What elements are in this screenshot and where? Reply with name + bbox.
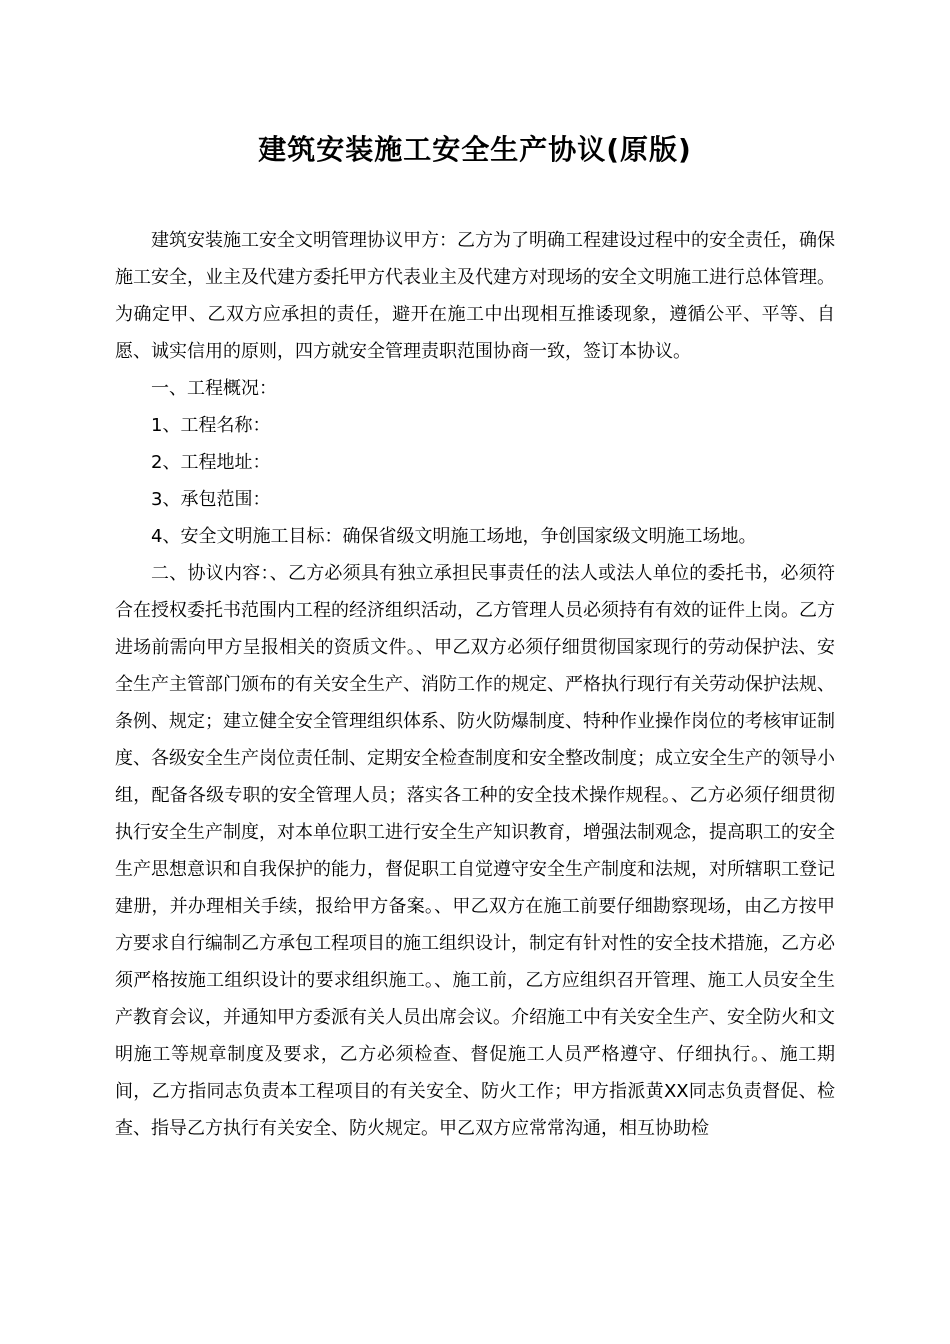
contract-scope-item: 3、承包范围： [151, 489, 271, 510]
document-title: 建筑安装施工安全生产协议(原版) [258, 133, 692, 166]
safety-goal-item: 4、安全文明施工目标：确保省级文明施工场地，争创国家级文明施工场地。 [151, 526, 757, 547]
project-address-item: 2、工程地址： [151, 452, 271, 473]
project-name-item: 1、工程名称： [151, 415, 271, 436]
document-body [115, 222, 835, 1147]
agreement-content-paragraph: 二、协议内容：、乙方必须具有独立承担民事责任的法人或法人单位的委托书，必须符合在授权委托书范围内工程的经济组织活动，乙方管理人员必须持有有效的证件上岗。乙方进场前需向甲方呈报相关的资质文件。、甲乙双方必须仔细贯彻国家现行的劳动保护法、安全生产主管部门颁布的有关安全生产、消防工作的规定、严格执行现行有关劳动保护法规、条例、规定；建立健全安全管理组织体系、防火防爆制度、特种作业操作岗位的考核审证制度、各级安全生产岗位责任制、定期安全检查制度和安全整改制度；成立安全生产的领导小组，配备各级专职的安全管理人员；落实各工种的安全技术操作规程。、乙方必须仔细贯彻执行安全生产制度，对本单位职工进行安全生产知识教育，增强法制观念，提高职工的安全生产思想意识和自我保护的能力，督促职工自觉遵守安全生产制度和法规，对所辖职工登记建册，并办理相关手续，报给甲方备案。、甲乙双方在施工前要仔细勘察现场，由乙方按甲方要求自行编制乙方承包工程项目的施工组织设计，制定有针对性的安全技术措施，乙方必须严格按施工组织设计的要求组织施工。、施工前，乙方应组织召开管理、施工人员安全生产教育会议，并通知甲方委派有关人员出席会议。介绍施工中有关安全生产、安全防火和文明施工等规章制度及要求，乙方必须检查、督促施工人员严格遵守、仔细执行。、施工期间，乙方指同志负责本工程项目的有关安全、防火工作；甲方指派黄XX同志负责督促、检查、指导乙方执行有关安全、防火规定。甲乙双方应常常沟通，相互协助检 [115, 563, 835, 1139]
section-1-heading: 一、工程概况： [151, 378, 277, 399]
intro-paragraph: 建筑安装施工安全文明管理协议甲方：乙方为了明确工程建设过程中的安全责任，确保施工安全，业主及代建方委托甲方代表业主及代建方对现场的安全文明施工进行总体管理。为确定甲、乙双方应承担的责任，避开在施工中出现相互推诿现象，遵循公平、平等、自愿、诚实信用的原则，四方就安全管理责职范围协商一致，签订本协议。 [115, 230, 835, 362]
